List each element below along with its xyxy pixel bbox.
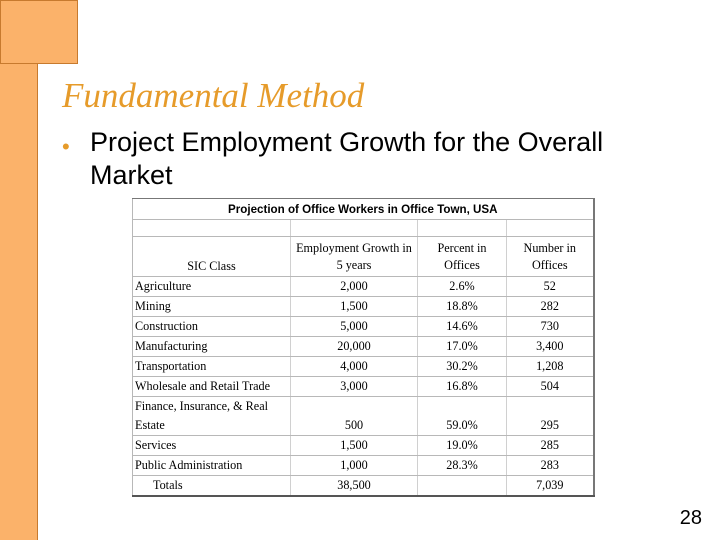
projection-table <box>132 198 593 497</box>
row-number: 1,208 <box>507 357 594 377</box>
table-totals-row <box>133 476 594 497</box>
totals-percent <box>418 476 507 497</box>
table-header-row <box>133 237 594 277</box>
row-sic: Manufacturing <box>133 337 291 357</box>
row-sic: Public Administration <box>133 456 291 476</box>
row-growth: 1,500 <box>291 436 418 456</box>
row-growth: 1,000 <box>291 456 418 476</box>
row-sic: Wholesale and Retail Trade <box>133 377 291 397</box>
totals-number: 7,039 <box>507 476 594 497</box>
row-sic: Construction <box>133 317 291 337</box>
row-sic: Mining <box>133 297 291 317</box>
table-row <box>133 297 594 317</box>
table-blank-row <box>133 220 594 237</box>
row-number: 504 <box>507 377 594 397</box>
row-growth: 3,000 <box>291 377 418 397</box>
table-row <box>133 377 594 397</box>
decorative-top-block <box>0 0 78 64</box>
row-percent: 19.0% <box>418 436 507 456</box>
table-row <box>133 397 594 436</box>
page-number: 28 <box>679 507 702 529</box>
row-growth: 20,000 <box>291 337 418 357</box>
row-sic: Finance, Insurance, & Real Estate <box>133 397 291 436</box>
row-percent: 30.2% <box>418 357 507 377</box>
row-percent: 14.6% <box>418 317 507 337</box>
row-growth: 2,000 <box>291 277 418 297</box>
slide-title: Fundamental Method <box>62 76 365 115</box>
blank-cell <box>291 220 418 237</box>
header-sic-class: SIC Class <box>133 237 291 277</box>
bullet-text: Project Employment Growth for the Overall Market <box>90 127 604 190</box>
row-growth: 500 <box>291 397 418 436</box>
header-percent-offices: Percent in Offices <box>418 237 507 277</box>
row-number: 295 <box>507 397 594 436</box>
bullet-dot-icon: • <box>62 134 70 159</box>
header-employment-growth: Employment Growth in 5 years <box>291 237 418 277</box>
row-percent: 28.3% <box>418 456 507 476</box>
row-percent: 16.8% <box>418 377 507 397</box>
table-row <box>133 456 594 476</box>
row-percent: 17.0% <box>418 337 507 357</box>
table-row <box>133 436 594 456</box>
table-row <box>133 337 594 357</box>
row-percent: 59.0% <box>418 397 507 436</box>
table-row <box>133 317 594 337</box>
row-sic: Services <box>133 436 291 456</box>
row-sic: Transportation <box>133 357 291 377</box>
decorative-side-bar <box>0 64 38 540</box>
row-number: 52 <box>507 277 594 297</box>
totals-growth: 38,500 <box>291 476 418 497</box>
blank-cell <box>133 220 291 237</box>
header-number-offices: Number in Offices <box>507 237 594 277</box>
table-row <box>133 357 594 377</box>
row-growth: 5,000 <box>291 317 418 337</box>
table-row <box>133 277 594 297</box>
totals-label: Totals <box>133 476 291 497</box>
row-percent: 18.8% <box>418 297 507 317</box>
row-number: 730 <box>507 317 594 337</box>
row-number: 282 <box>507 297 594 317</box>
table-title-row <box>133 199 594 220</box>
row-sic: Agriculture <box>133 277 291 297</box>
row-growth: 1,500 <box>291 297 418 317</box>
blank-cell <box>418 220 507 237</box>
row-number: 3,400 <box>507 337 594 357</box>
row-number: 285 <box>507 436 594 456</box>
row-percent: 2.6% <box>418 277 507 297</box>
row-growth: 4,000 <box>291 357 418 377</box>
table-title: Projection of Office Workers in Office Town, USA <box>133 199 594 220</box>
row-number: 283 <box>507 456 594 476</box>
blank-cell <box>507 220 594 237</box>
